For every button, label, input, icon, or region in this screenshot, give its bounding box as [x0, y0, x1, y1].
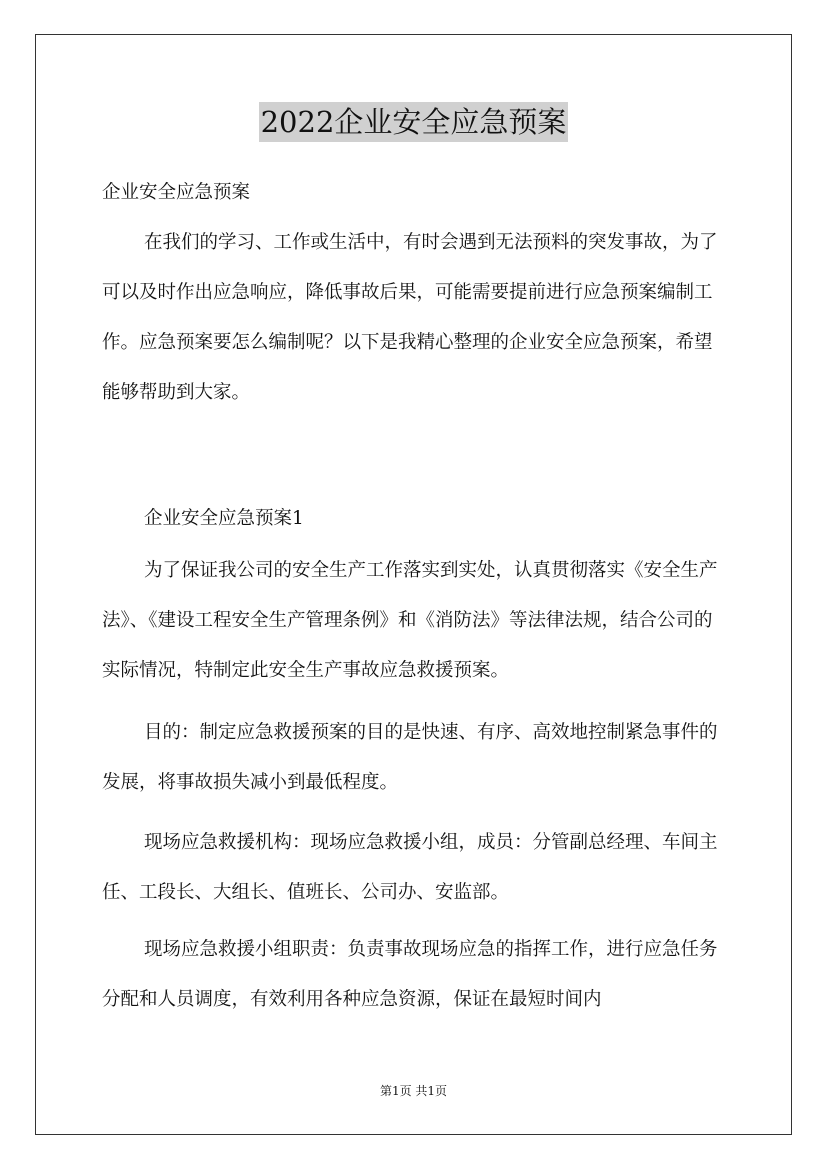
paragraph-4: 现场应急救援小组职责：负责事故现场应急的指挥工作，进行应急任务分配和人员调度，有效利用各种应急资源，保证在最短时间内: [102, 939, 718, 1010]
page-footer: 第1页 共1页: [379, 1084, 448, 1098]
paragraph-1: 为了保证我公司的安全生产工作落实到实处，认真贯彻落实《安全生产法》、《建设工程安全生产管理条例》和《消防法》等法律法规，结合公司的实际情况，特制定此安全生产事故应急救援预案。: [102, 560, 718, 681]
intro-paragraph: 在我们的学习、工作或生活中，有时会遇到无法预料的突发事故，为了可以及时作出应急响应，降低事故后果，可能需要提前进行应急预案编制工作。应急预案要怎么编制呢？以下是我精心整理的企业安全应急预案，希望能够帮助到大家。: [102, 232, 718, 403]
paragraph-2: 目的：制定应急救援预案的目的是快速、有序、高效地控制紧急事件的发展，将事故损失减小到最低程度。: [102, 722, 718, 793]
title-container: [0, 102, 827, 142]
document-title: 2022企业安全应急预案: [259, 102, 569, 142]
section-title: 企业安全应急预案1: [144, 508, 304, 529]
paragraph-3: 现场应急救援机构：现场应急救援小组，成员：分管副总经理、车间主任、工段长、大组长、值班长、公司办、安监部。: [102, 832, 718, 903]
document-subtitle: 企业安全应急预案: [102, 182, 251, 203]
